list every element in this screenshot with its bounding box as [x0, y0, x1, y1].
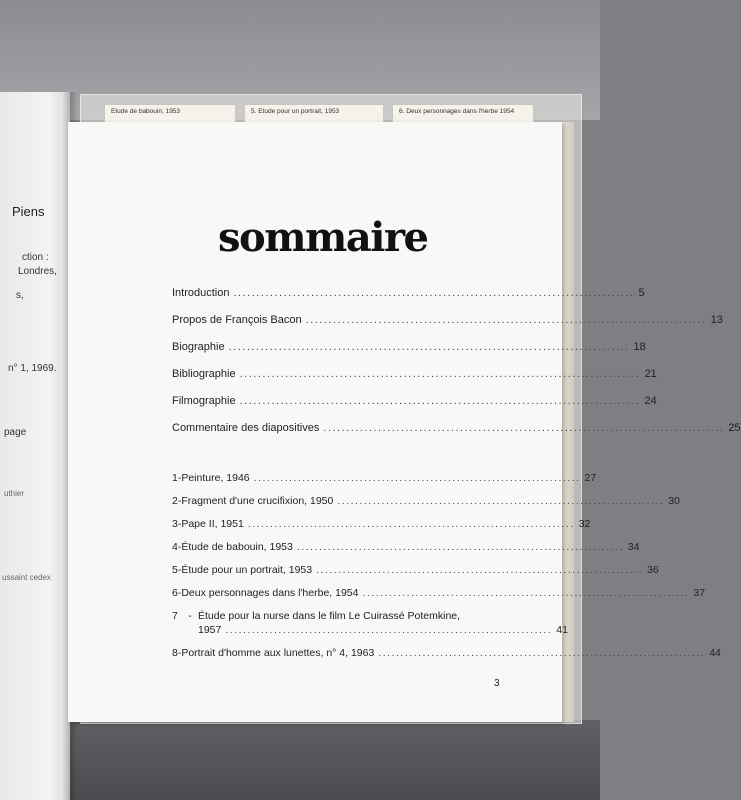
slide-entry	[172, 541, 640, 559]
slide-entry-leader: ..........................................................................	[253, 472, 581, 484]
slide-entry-leader: ..........................................................................	[225, 624, 553, 636]
slide-label: 5. Etude pour un portrait, 1953	[244, 104, 384, 130]
toc-page: 25	[728, 422, 741, 434]
slide-entry-page: 37	[693, 587, 706, 599]
slide-label: Etude de babouin, 1953	[104, 104, 236, 130]
toc-page: 13	[710, 314, 723, 326]
slide-entry-leader: ..........................................................................	[362, 587, 690, 599]
slide-entry-number: 1	[172, 472, 178, 484]
slide-entry	[172, 472, 597, 490]
left-page-text: page	[4, 427, 27, 438]
slide-entry-page: 36	[647, 564, 659, 576]
slide-entry-page: 30	[668, 495, 680, 507]
slide-entry-page: 41	[556, 624, 568, 636]
toc-entry	[172, 368, 657, 386]
toc-page: 5	[638, 287, 645, 299]
slide-entry-number: 4	[172, 541, 178, 553]
left-page-text: Londres,	[18, 266, 57, 277]
slide-entry-number: 7	[172, 610, 178, 622]
slide-entry-leader: ..........................................................................	[316, 564, 643, 576]
slide-entry-number: 2	[172, 495, 178, 507]
slide-entry-dash: -	[177, 647, 182, 659]
slide-entry-leader: ..........................................................................	[247, 518, 575, 530]
toc-page: 21	[644, 368, 657, 380]
toc-page: 18	[633, 341, 646, 353]
slide-entry-number: 5	[172, 564, 178, 576]
toc-entry	[172, 341, 646, 359]
slide-entry-label: Portrait d'homme aux lunettes, n° 4, 1963	[181, 647, 375, 659]
slide-entry	[172, 587, 706, 605]
slide-entry-label: Étude pour la nurse dans le film Le Cuirassé Potemkine,	[198, 610, 461, 622]
toc-entry	[172, 287, 645, 305]
slide-entry-label: Étude de babouin, 1953	[181, 541, 293, 553]
toc-label: Propos de François Bacon	[172, 314, 302, 326]
slide-entry-leader: ..........................................................................	[337, 495, 665, 507]
slide-entry-page: 32	[578, 518, 591, 530]
toc-leader: ........................................................................................	[323, 422, 725, 434]
slide-entry-number: 8	[172, 647, 178, 659]
toc-label: Introduction	[172, 287, 230, 299]
slide-entry-dash: -	[177, 518, 182, 530]
slide-entry-number: 3	[172, 518, 178, 530]
left-page-text: ction :	[22, 252, 49, 263]
slide-entry	[172, 495, 680, 513]
slide-entry-label: Étude pour un portrait, 1953	[181, 564, 313, 576]
toc-page: 24	[644, 395, 657, 407]
toc-label: Bibliographie	[172, 368, 236, 380]
left-page-text: s,	[16, 290, 24, 301]
slide-entry-leader: ..........................................................................	[378, 647, 706, 659]
background-table	[0, 720, 600, 800]
toc-leader: ........................................................................................	[239, 368, 641, 380]
slide-entry-page: 27	[584, 472, 597, 484]
slide-entry-label: Fragment d'une crucifixion, 1950	[181, 495, 334, 507]
left-page-text: n° 1, 1969.	[8, 363, 57, 374]
toc-leader: ........................................................................................	[305, 314, 707, 326]
left-page-text: ussaint cedex	[2, 573, 51, 582]
slide-label: 6. Deux personnages dans l'herbe 1954	[392, 104, 534, 130]
slide-entry-dash: -	[177, 587, 182, 599]
left-page-text: Piens	[12, 204, 45, 219]
slide-entry-label-continued: 1957	[198, 624, 222, 636]
slide-entry-page: 44	[709, 647, 721, 659]
slide-entry-dash: -	[188, 610, 192, 622]
slide-entry-page: 34	[627, 541, 640, 553]
toc-entry	[172, 395, 657, 413]
slide-entry-label: Pape II, 1951	[181, 518, 244, 530]
slide-entry-dash: -	[177, 564, 182, 576]
slide-entry-label: Peinture, 1946	[181, 472, 250, 484]
left-page	[0, 92, 70, 800]
toc-entry	[172, 314, 723, 332]
slide-entry-dash: -	[177, 495, 182, 507]
slide-entry-dash: -	[177, 472, 182, 484]
slide-entry-label: Deux personnages dans l'herbe, 1954	[181, 587, 359, 599]
toc-leader: ........................................................................................	[228, 341, 630, 353]
toc-leader: ........................................................................................	[233, 287, 635, 299]
toc-entry	[172, 422, 741, 440]
slide-entry-continued	[172, 624, 568, 642]
page-title: sommaire	[218, 214, 428, 261]
slide-entry-leader: ..........................................................................	[296, 541, 624, 553]
slide-entry-number: 6	[172, 587, 178, 599]
page-number: 3	[494, 678, 500, 689]
slide-entry-dash: -	[177, 541, 182, 553]
left-page-text: uthier	[4, 489, 25, 498]
slide-entry	[172, 518, 591, 536]
toc-label: Filmographie	[172, 395, 236, 407]
slide-entry	[172, 647, 721, 665]
toc-leader: ........................................................................................	[239, 395, 641, 407]
slide-entry	[172, 564, 659, 582]
toc-label: Commentaire des diapositives	[172, 422, 320, 434]
toc-label: Biographie	[172, 341, 225, 353]
